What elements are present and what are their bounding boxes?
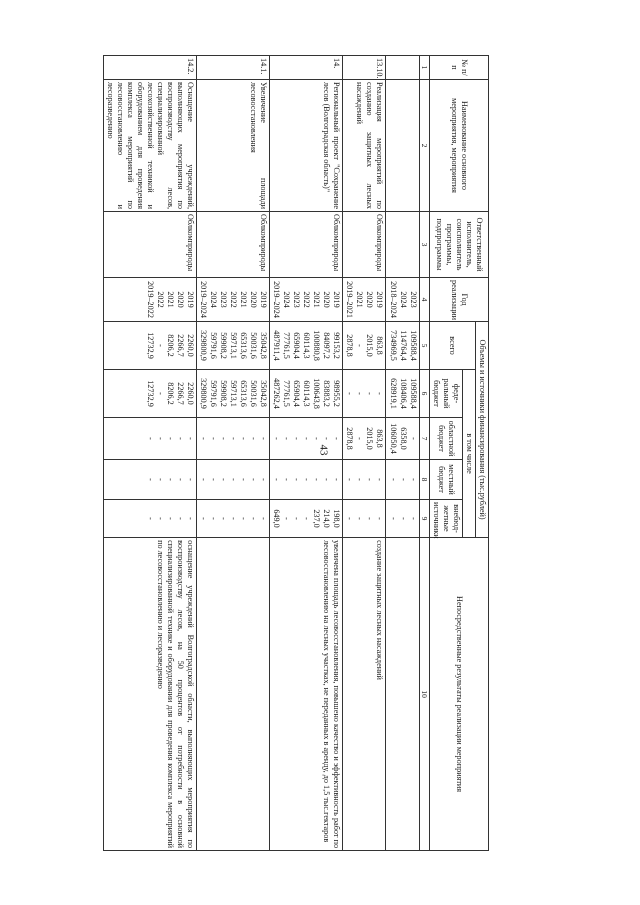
page-number: 43 <box>317 444 330 456</box>
header-regional: областной бюджет <box>430 418 463 460</box>
rotated-table-area <box>105 55 489 850</box>
header-extra: внебюд-жетные источники <box>430 500 463 538</box>
index-cell: 6 <box>419 370 429 418</box>
row-name: Реализация мероприятий по созданию защитных лесных насаждений <box>342 80 385 212</box>
table-row <box>342 56 385 851</box>
row-years: 2019 2020 2021 2022 2023 2024 2019–2024 <box>196 278 269 322</box>
header-row-1 <box>476 56 489 851</box>
row-executor: Облкомприроды <box>342 212 385 278</box>
row-result: увеличена площадь лесовосстановления, повышено качество и эффективность работ по лесовосстановлению на лесных участках, не переданных в аренду, до 1,5 тыс.гектаров <box>269 538 342 851</box>
row-regional: - 6358,0 106050,4 <box>385 418 419 460</box>
row-local: - - - <box>385 460 419 500</box>
table-row <box>385 56 419 851</box>
index-cell: 9 <box>419 500 429 538</box>
row-executor: Облкомприроды <box>103 212 196 278</box>
table-row <box>269 56 342 851</box>
row-years: 2019 2020 2021 2022 2019–2022 <box>103 278 196 322</box>
header-volumes: Объемы и источники финансирования (тыс.рублей) <box>476 322 489 538</box>
row-local: - - - - <box>342 460 385 500</box>
index-cell: 2 <box>419 80 429 212</box>
header-no: № п/п <box>430 56 489 80</box>
header-year: Год реализации <box>430 278 489 322</box>
row-number: 14.1. <box>196 56 269 80</box>
header-federal: феде-ральный бюджет <box>430 370 463 418</box>
row-regional: - - - - - - - <box>196 418 269 460</box>
row-extra: - - - - - - - <box>196 500 269 538</box>
row-result: создание защитных лесных насаждений <box>342 538 385 851</box>
row-extra: 198,0 214,0 237,0 - - - 649,0 <box>269 500 342 538</box>
row-federal: 109588,4 108406,4 628919,1 <box>385 370 419 418</box>
index-cell: 7 <box>419 418 429 460</box>
row-federal: - - - - <box>342 370 385 418</box>
row-name: Региональный проект "Сохранение лесов (Волгоградская область)" <box>269 80 342 212</box>
row-number <box>385 56 419 80</box>
index-cell: 5 <box>419 322 429 370</box>
row-executor: Облкомприроды <box>269 212 342 278</box>
table-row <box>103 56 196 851</box>
row-name: Оснащение учреждений, выполняющих мероприятия по воспроизводству лесов, специализированной лесохозяйственной техникой и оборудованием для проведения комплекса мероприятий по лесовосстановлению и лесоразведению <box>103 80 196 212</box>
financing-table <box>103 55 489 851</box>
row-result <box>196 538 269 851</box>
row-executor: Облкомприроды <box>196 212 269 278</box>
row-name <box>385 80 419 212</box>
row-number: 14. <box>269 56 342 80</box>
row-executor <box>385 212 419 278</box>
row-regional: - - - - - - - <box>269 418 342 460</box>
row-federal: 2260,0 2266,7 8206,2 - 12732,9 <box>103 370 196 418</box>
header-total: всего <box>430 322 476 370</box>
header-results: Непосредственные результаты реализации мероприятия <box>430 538 489 851</box>
index-cell: 8 <box>419 460 429 500</box>
row-total: 35042,8 50031,6 65313,6 59713,1 59908,2 59791,6 329800,9 <box>196 322 269 370</box>
column-index-row <box>419 56 429 851</box>
index-cell: 1 <box>419 56 429 80</box>
row-federal: 98955,2 83883,2 100643,8 60114,3 65904,4 77761,5 487262,4 <box>269 370 342 418</box>
row-extra: - - - - - <box>103 500 196 538</box>
financing-table-frame <box>105 55 489 850</box>
row-result: оснащение учреждений Волгоградской области, выполняющих мероприятия по воспроизводству лесов, на 50 процентов от потребности в основной специализированной технике и оборудовании для проведения комплекса мероприятий по лесовосстановлению и лесоразведению <box>103 538 196 851</box>
index-cell: 4 <box>419 278 429 322</box>
table-row <box>196 56 269 851</box>
row-extra: - - - <box>385 500 419 538</box>
row-years: 2019 2020 2021 2019–2021 <box>342 278 385 322</box>
row-total: 99153,2 84097,2 100880,8 60114,3 65904,4 77761,5 487911,4 <box>269 322 342 370</box>
row-total: 863,8 2015,0 - 2878,8 <box>342 322 385 370</box>
header-name: Наименование основного мероприятия, мероприятия <box>430 80 489 212</box>
row-federal: 35042,8 50031,6 65313,6 59713,1 59908,2 59791,6 329800,9 <box>196 370 269 418</box>
row-years: 2019 2020 2021 2022 2023 2024 2019–2024 <box>269 278 342 322</box>
row-number: 14.2. <box>103 56 196 80</box>
row-local: - - - - - <box>103 460 196 500</box>
row-local: - - - - - - - <box>269 460 342 500</box>
index-cell: 10 <box>419 538 429 851</box>
row-years: 2023 2024 2018–2024 <box>385 278 419 322</box>
header-local: местный бюджет <box>430 460 463 500</box>
row-total: 2260,0 2266,7 8206,2 - 12732,9 <box>103 322 196 370</box>
header-executor: Ответственный исполнитель, соисполнитель программы, подпрограммы <box>430 212 489 278</box>
header-including: в том числе <box>463 370 476 538</box>
row-total: 109588,4 114764,4 734969,5 <box>385 322 419 370</box>
row-name: Увеличение площади лесовосстановления <box>196 80 269 212</box>
row-extra: - - - - <box>342 500 385 538</box>
row-regional: 863,8 2015,0 - 2878,8 <box>342 418 385 460</box>
row-result <box>385 538 419 851</box>
index-cell: 3 <box>419 212 429 278</box>
row-number: 13.10. <box>342 56 385 80</box>
row-regional: - - - - - <box>103 418 196 460</box>
row-local: - - - - - - - <box>196 460 269 500</box>
